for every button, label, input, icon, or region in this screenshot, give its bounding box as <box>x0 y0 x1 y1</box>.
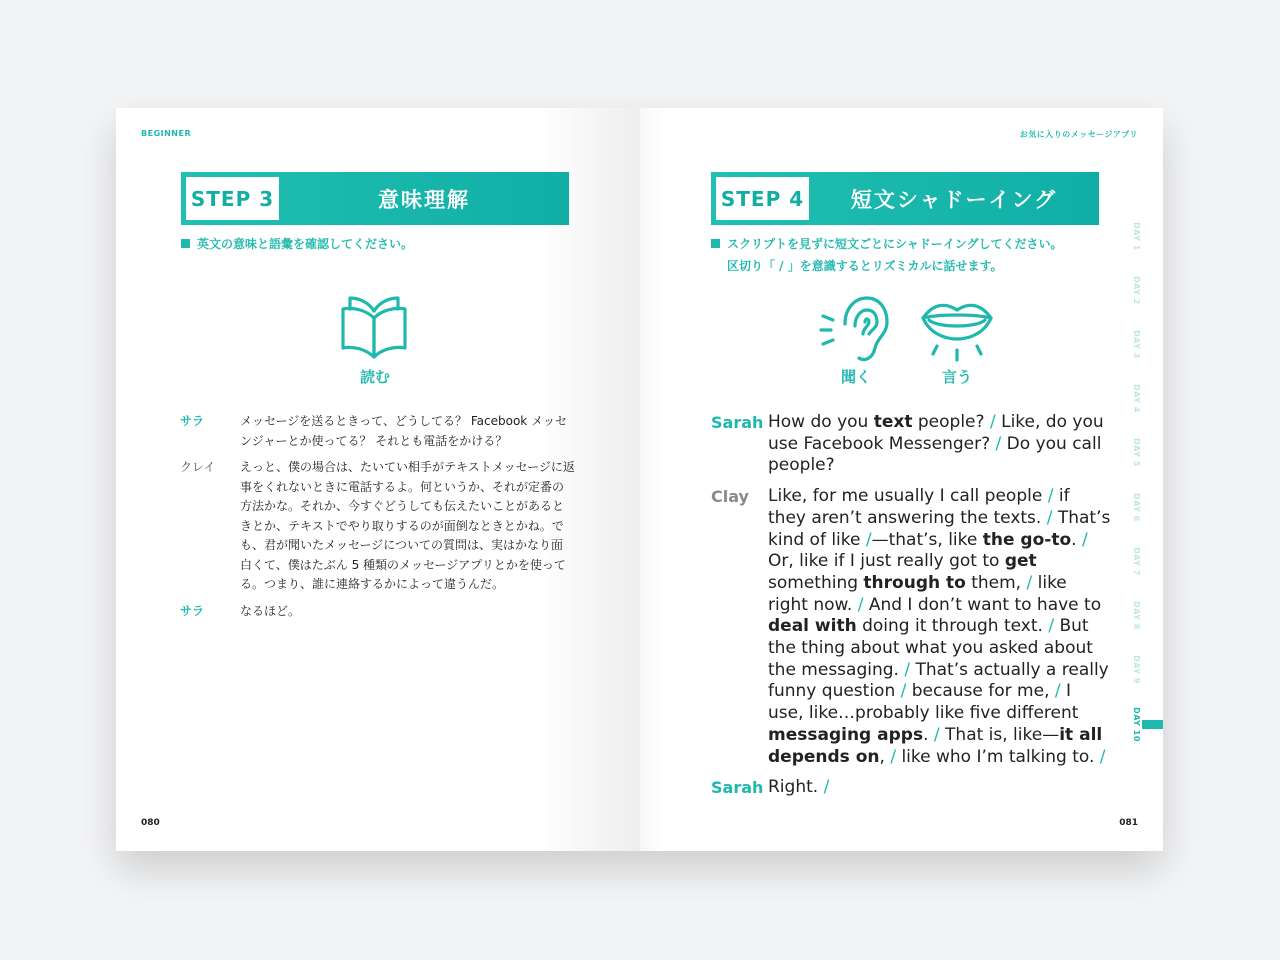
speak-caption: 言う <box>941 368 972 386</box>
day-tab-4[interactable]: DAY 4 <box>1131 383 1141 413</box>
page-number-left: 080 <box>141 818 160 828</box>
step-label: STEP 4 <box>716 177 809 220</box>
english-dialog <box>711 412 1111 808</box>
dialog-text: メッセージを送るときって、どうしてる？ Facebook メッセンジャーとか使ってる？ それとも電話をかける？ <box>240 414 568 448</box>
instruction-text: 区切り「 / 」を意識するとリズミカルに話せます。 <box>727 259 1003 273</box>
read-caption: 読む <box>359 368 390 386</box>
day-tab-3[interactable]: DAY 3 <box>1131 329 1141 359</box>
dialog-row <box>180 412 575 451</box>
instruction-text: 英文の意味と語彙を確認してください。 <box>197 237 414 251</box>
instruction-text: スクリプトを見ずに短文ごとにシャドーイングしてください。 <box>727 237 1063 251</box>
page-number-right: 081 <box>1119 818 1138 828</box>
dialog-row <box>180 602 575 622</box>
speaker-label: Sarah <box>711 413 764 432</box>
dialog-row <box>180 458 575 595</box>
dialog-text: えっと、僕の場合は、たいてい相手がテキストメッセージに返事をくれないときに電話するよ。何というか、それが定番の方法かな。それか、今すぐどうしても伝えたいことがあるときとか、テキストでやり取りするのが面倒なときとかね。でも、君が聞いたメッセージについての質問は、実はかなり面白くて、僕はたぶん 5 種類のメッセージアプリとかを使ってる。つまり、誰に連絡するかによって違うんだ。 <box>240 460 575 591</box>
day-tab-8[interactable]: DAY 8 <box>1131 600 1141 630</box>
left-page <box>116 108 640 851</box>
running-head-left: BEGINNER <box>141 129 192 138</box>
square-bullet-icon <box>711 239 720 248</box>
day-tab-10-active[interactable]: DAY 10 <box>1131 706 1141 742</box>
dialog-row <box>711 412 1111 477</box>
speaker-label: Clay <box>711 487 749 507</box>
day-tab-2[interactable]: DAY 2 <box>1131 275 1141 305</box>
step-title: 意味理解 <box>378 187 470 212</box>
listen-caption: 聞く <box>840 368 871 386</box>
step-4-header <box>711 172 1099 225</box>
dialog-row <box>711 486 1111 768</box>
running-head-right: お気に入りのメッセージアプリ <box>1019 130 1138 139</box>
open-book-icon <box>338 294 410 360</box>
instruction <box>181 233 413 255</box>
dialog-text: How do you text people? / Like, do you use Facebook Messenger? / Do you call people? <box>768 412 1104 476</box>
dialog-text: Right. / <box>768 777 830 798</box>
right-page <box>640 108 1163 851</box>
square-bullet-icon <box>181 239 190 248</box>
dialog-text: Like, for me usually I call people / if they aren’t answering the texts. / That’s kind of like /—that’s, like the go-to. / Or, like if I just really got to get something through to them, / like right now. / And I don’t want to have to deal with doing it through text. / But the thing about what you asked about the messaging. / That’s actually a really funny question / because for me, / I use, like…probably like five different messaging apps. / That is, like—it all depends on, / like who I’m talking to. / <box>768 486 1111 767</box>
day-tab-9[interactable]: DAY 9 <box>1131 654 1141 684</box>
lips-icon <box>919 298 995 362</box>
day-tab-1[interactable]: DAY 1 <box>1131 221 1141 251</box>
ear-icon <box>819 294 889 364</box>
day-tab-5[interactable]: DAY 5 <box>1131 437 1141 467</box>
speaker-label: クレイ <box>180 460 216 474</box>
book-spread <box>116 108 1163 851</box>
instruction <box>711 233 1063 277</box>
step-3-header <box>181 172 569 225</box>
dialog-row <box>711 777 1111 799</box>
japanese-dialog <box>180 412 575 628</box>
day-tab-7[interactable]: DAY 7 <box>1131 546 1141 576</box>
dialog-text: なるほど。 <box>240 603 301 618</box>
speaker-label: Sarah <box>711 778 764 798</box>
day-tab-6[interactable]: DAY 6 <box>1131 492 1141 522</box>
speaker-label: サラ <box>180 414 205 428</box>
step-label: STEP 3 <box>186 177 279 220</box>
speaker-label: サラ <box>180 603 205 618</box>
active-day-marker <box>1142 720 1163 729</box>
step-title: 短文シャドーイング <box>850 187 1058 212</box>
